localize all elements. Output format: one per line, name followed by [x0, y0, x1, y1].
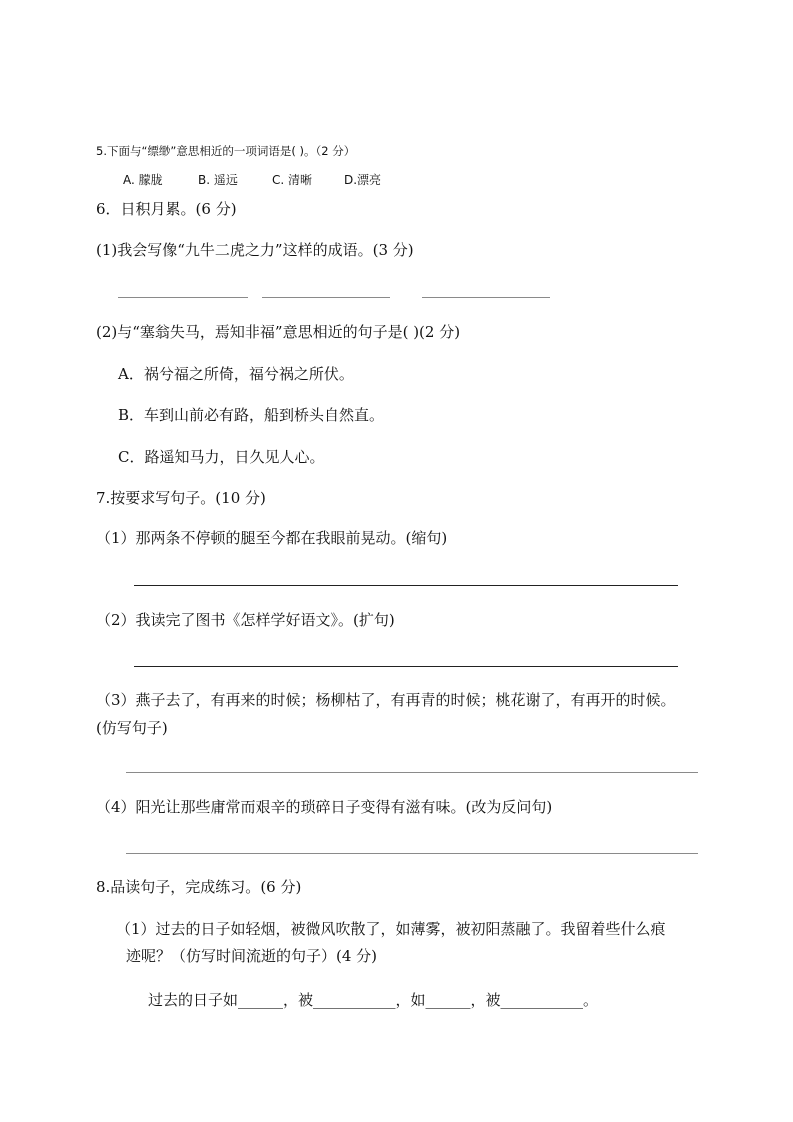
q6-option-a[interactable]: A．祸兮福之所倚，福兮祸之所伏。 [118, 365, 354, 383]
q6-title: 6．日积月累。(6 分) [96, 200, 237, 218]
q7-sub1-answer-line[interactable] [134, 585, 678, 586]
q7-sub3-line1: （3）燕子去了，有再来的时候；杨柳枯了，有再青的时候；桃花谢了，有再开的时候。 [96, 691, 676, 709]
q6-sub1: (1)我会写像“九牛二虎之力”这样的成语。(3 分) [96, 241, 414, 259]
q6-option-b[interactable]: B．车到山前必有路，船到桥头自然直。 [118, 406, 385, 424]
q8-sub1-line2: 迹呢？（仿写时间流逝的句子）(4 分) [126, 947, 378, 965]
idiom-answer-line-1[interactable] [118, 297, 248, 298]
q7-sub2: （2）我读完了图书《怎样学好语文》。(扩句) [96, 611, 395, 629]
q8-fill-in-sentence[interactable]: 过去的日子如______，被___________，如______，被___________。 [148, 991, 599, 1009]
q5-option-b[interactable]: B. 遥远 [198, 173, 238, 187]
q7-sub3-answer-line[interactable] [126, 772, 698, 773]
q5-stem: 5.下面与“缥缈”意思相近的一项词语是( )。（2 分） [96, 144, 356, 158]
idiom-answer-line-2[interactable] [262, 297, 390, 298]
q5-option-c[interactable]: C. 清晰 [272, 173, 313, 187]
q6-option-c[interactable]: C．路遥知马力，日久见人心。 [118, 448, 325, 466]
q7-sub3-line2: (仿写句子) [96, 719, 168, 737]
q8-sub1-line1: （1）过去的日子如轻烟，被微风吹散了，如薄雾，被初阳蒸融了。我留着些什么痕 [116, 920, 666, 938]
idiom-answer-line-3[interactable] [422, 297, 550, 298]
q7-title: 7.按要求写句子。(10 分) [96, 489, 266, 507]
q5-option-a[interactable]: A. 朦胧 [123, 173, 163, 187]
q7-sub2-answer-line[interactable] [134, 666, 678, 667]
q7-sub4: （4）阳光让那些庸常而艰辛的琐碎日子变得有滋有味。(改为反问句) [96, 798, 553, 816]
q5-option-d[interactable]: D.漂亮 [344, 173, 382, 187]
q8-title: 8.品读句子，完成练习。(6 分) [96, 878, 302, 896]
q7-sub1: （1）那两条不停顿的腿至今都在我眼前晃动。(缩句) [96, 529, 448, 547]
q6-sub2: (2)与“塞翁失马，焉知非福”意思相近的句子是( )(2 分) [96, 323, 461, 341]
q7-sub4-answer-line[interactable] [126, 853, 698, 854]
